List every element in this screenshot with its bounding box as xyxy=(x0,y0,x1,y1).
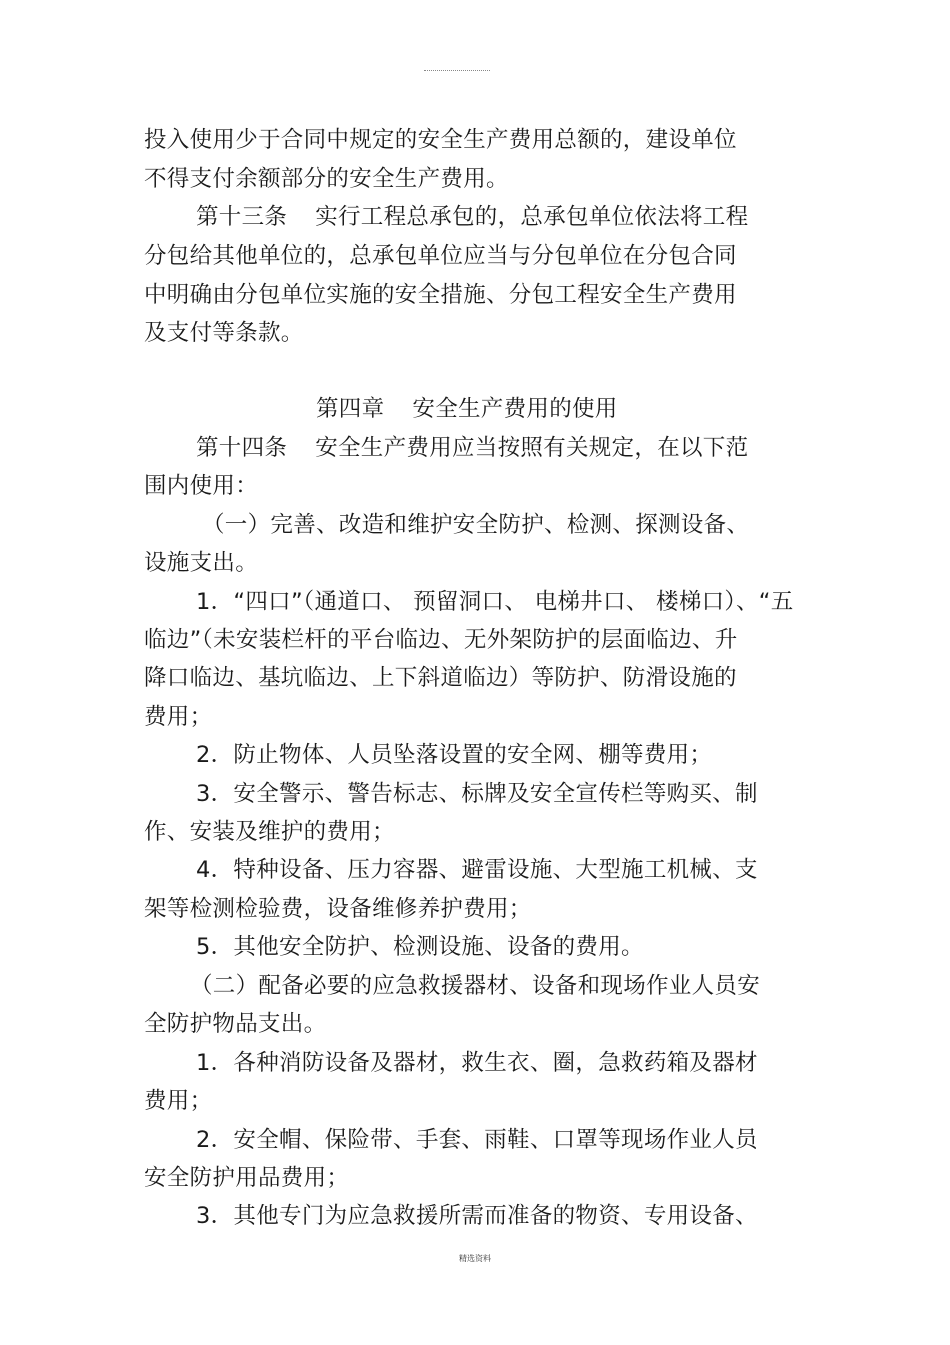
top-divider xyxy=(424,70,490,71)
text-line: 全防护物品支出。 xyxy=(144,1011,327,1037)
article-14-text: 安全生产费用应当按照有关规定，在以下范 xyxy=(315,435,749,461)
article-13-text: 实行工程总承包的，总承包单位依法将工程 xyxy=(315,204,749,230)
text-line: 设施支出。 xyxy=(144,550,259,576)
list-item: 4．特种设备、压力容器、避雷设施、大型施工机械、支 xyxy=(196,857,758,883)
text-line: 费用； xyxy=(144,704,213,730)
list-item: 1．“四口”（通道口、 预留洞口、 电梯井口、 楼梯口）、“五 xyxy=(196,589,794,615)
text-line: 临边”（未安装栏杆的平台临边、无外架防护的层面临边、升 xyxy=(144,627,738,653)
text-line: 作、安装及维护的费用； xyxy=(144,819,395,845)
text-line: 中明确由分包单位实施的安全措施、分包工程安全生产费用 xyxy=(144,282,737,308)
text-line: 围内使用： xyxy=(144,473,259,499)
chapter-title: 安全生产费用的使用 xyxy=(412,396,618,422)
article-14-number: 第十四条 xyxy=(196,435,288,461)
article-13-line xyxy=(196,202,748,232)
clause-1-heading: （一）完善、改造和维护安全防护、检测、探测设备、 xyxy=(202,512,750,538)
text-line: 不得支付余额部分的安全生产费用。 xyxy=(144,166,509,192)
chapter-heading xyxy=(316,394,618,424)
article-13-number: 第十三条 xyxy=(196,204,288,230)
text-line: 费用； xyxy=(144,1088,213,1114)
page-footer: 精选资料 xyxy=(459,1254,491,1263)
clause-2-heading: （二）配备必要的应急救援器材、设备和现场作业人员安 xyxy=(190,973,761,999)
text-line: 投入使用少于合同中规定的安全生产费用总额的，建设单位 xyxy=(144,127,737,153)
text-line: 及支付等条款。 xyxy=(144,320,304,346)
text-line: 安全防护用品费用； xyxy=(144,1165,350,1191)
chapter-number: 第四章 xyxy=(316,396,385,422)
text-line: 降口临边、基坑临边、上下斜道临边）等防护、防滑设施的 xyxy=(144,665,737,691)
text-line: 架等检测检验费，设备维修养护费用； xyxy=(144,896,532,922)
list-item: 1．各种消防设备及器材，救生衣、圈，急救药箱及器材 xyxy=(196,1050,758,1076)
list-item: 3．安全警示、警告标志、标牌及安全宣传栏等购买、制 xyxy=(196,781,758,807)
article-14-line xyxy=(196,433,748,463)
list-item: 3．其他专门为应急救援所需而准备的物资、专用设备、 xyxy=(196,1203,758,1229)
text-line: 分包给其他单位的，总承包单位应当与分包单位在分包合同 xyxy=(144,243,737,269)
list-item: 5．其他安全防护、检测设施、设备的费用。 xyxy=(196,934,644,960)
list-item: 2．安全帽、保险带、手套、雨鞋、口罩等现场作业人员 xyxy=(196,1127,758,1153)
list-item: 2．防止物体、人员坠落设置的安全网、棚等费用； xyxy=(196,742,713,768)
